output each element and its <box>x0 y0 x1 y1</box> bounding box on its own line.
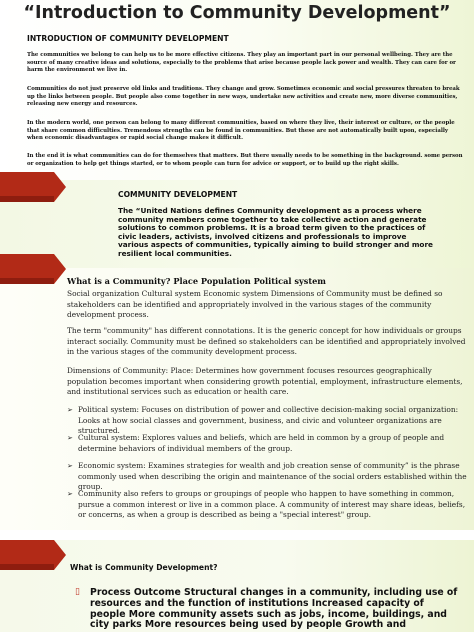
list-item <box>67 433 467 454</box>
arrow-bullet-icon: ➢ <box>67 406 73 414</box>
red-tab-marker <box>0 172 66 202</box>
arrow-bullet-icon: ➢ <box>67 434 73 442</box>
body-paragraph: Process Outcome Structural changes in a community, including use of resources and the function of institutions Increased capacity of people More community assets such as jobs, income, buildings, and city parks More resources being used by people Growth and <box>90 587 458 631</box>
list-item <box>67 405 467 437</box>
list-item <box>67 489 467 521</box>
definition-paragraph: The “United Nations defines Community development as a process where community members come together to take collective action and generate solutions to common problems. It is a broad term given to the practices of civic leaders, activists, involved citizens and professionals to improve various aspects of communities, typically aiming to build stronger and more resilient local communities. <box>118 206 433 258</box>
arrow-bullet-icon: ➢ <box>67 462 73 470</box>
page-title: “Introduction to Community Development” <box>23 3 451 23</box>
red-tab-marker <box>0 254 66 284</box>
red-tab-marker <box>0 540 66 570</box>
intro-paragraph-3: In the modern world, one person can belong to many different communities, based on where they live, their interest or culture, or the people that share common difficulties. Tremendous strengths can be found in communities. But these are not automatically built upon, especially when economic disadvantages or rapid social change makes it difficult. <box>27 120 455 142</box>
bullet-text: Cultural system: Explores values and beliefs, which are held in common by a group of people and determine behaviors of individual members of the group. <box>78 433 445 453</box>
slide-community-development <box>0 180 474 268</box>
list-item <box>67 461 467 493</box>
body-paragraph-2: The term "community" has different connotations. It is the generic concept for how individuals or groups interact socially. Community must be defined so stakeholders can be identified and appropriately involved in the various stages of the community development process. <box>67 326 466 357</box>
section-heading: INTRODUCTION OF COMMUNITY DEVELOPMENT <box>27 34 229 43</box>
bullet-text: Community also refers to groups or groupings of people who happen to have something in common, pursue a common interest or live in a common place. A community of interest may share ideas, beliefs, or concerns, as when a group is described as being a "special interest" group. <box>78 489 466 520</box>
intro-paragraph-4: In the end it is what communities can do for themselves that matters. But there usually needs to be something in the background. some person or organization to help get things started, or to whom people can turn for advice or support, or to build up the right skills. <box>27 153 463 167</box>
intro-paragraph-1: The communities we belong to can help us to be more effective citizens. They play an important part in our personal wellbeing. They are the source of many creative ideas and solutions, especially to the problems that arise because people lack power and wealth. They can care for or harm the environment we live in. <box>27 52 456 74</box>
section-heading: What is Community Development? <box>70 563 218 572</box>
slide-divider <box>0 530 474 540</box>
bullet-text: Political system: Focuses on distribution of power and collective decision-making social organization: Looks at how social classes and government, business, and civic and volunteer organizations are structured. <box>78 405 459 436</box>
slide-what-is-community <box>0 268 474 530</box>
slide-introduction <box>0 0 474 180</box>
intro-paragraph-2: Communities do not just preserve old links and traditions. They change and grow. Sometimes economic and social pressures threaten to break up the links between people. But people also come together in new ways, undertake new activities and create new, more diverse communities, releasing new energy and resources. <box>27 86 460 108</box>
section-heading: What is a Community? Place Population Political system <box>67 276 326 286</box>
slide-what-is-community-development <box>0 540 474 632</box>
body-paragraph-1: Social organization Cultural system Economic system Dimensions of Community must be defined so stakeholders can be identified and appropriately involved in the various stages of the community development process. <box>67 289 443 320</box>
square-bullet-icon: ▯ <box>75 587 80 597</box>
arrow-bullet-icon: ➢ <box>67 490 73 498</box>
section-heading: COMMUNITY DEVELOPMENT <box>118 190 238 199</box>
body-paragraph-3: Dimensions of Community: Place: Determines how government focuses resources geographically population becomes important when considering growth potential, employment, infrastructure elements, and institutional services such as education or health care. <box>67 366 463 397</box>
bullet-text: Economic system: Examines strategies for wealth and job creation sense of community” is the phrase commonly used when describing the origin and maintenance of the social orders established within the group. <box>78 461 467 492</box>
